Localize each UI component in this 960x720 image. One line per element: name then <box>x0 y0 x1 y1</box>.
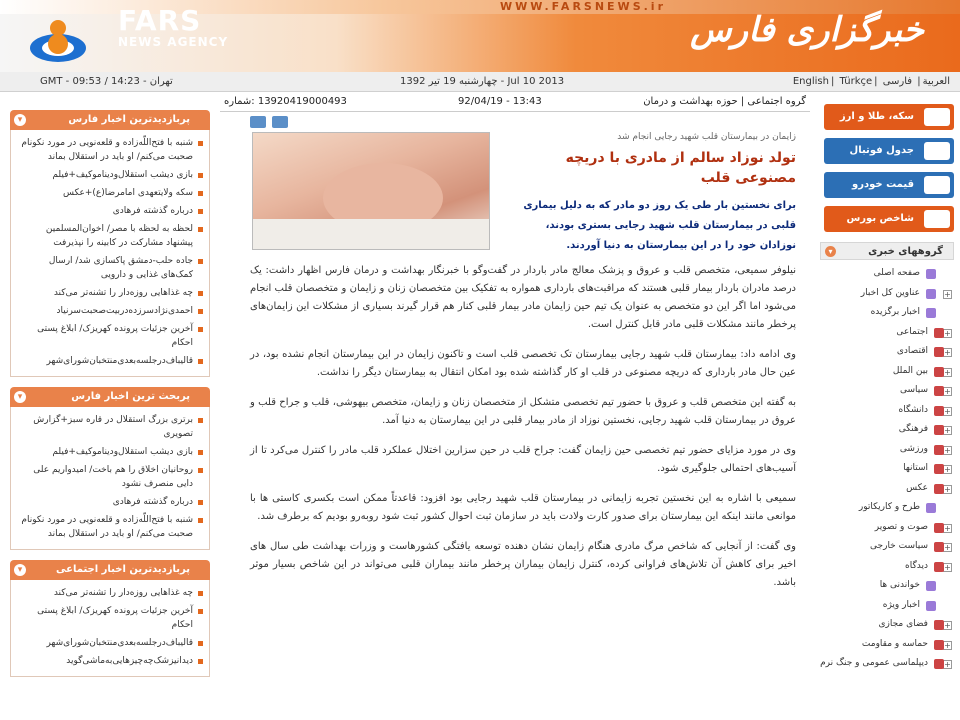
article-time: 92/04/19 - 13:43 <box>458 96 542 107</box>
list-item[interactable]: احمدی‌نژادسرزده‌دربیت‌صحبت‌سرنیاد <box>17 302 203 320</box>
bullet-icon <box>926 308 936 318</box>
expand-icon[interactable]: + <box>944 484 951 494</box>
box-header[interactable] <box>10 110 210 130</box>
bullet-icon <box>934 406 944 416</box>
list-item[interactable]: شنبه با فتح‌اللّه‌زاده و قلعه‌نویی در مورد نکونام صحبت می‌کنم/ او باید در استقلال بماند <box>17 134 203 166</box>
box-header[interactable] <box>10 560 210 580</box>
info-bar <box>0 72 960 92</box>
list-item[interactable]: قالیباف‌درجلسه‌بعدی‌منتخبان‌شورای‌شهر <box>17 352 203 370</box>
expand-icon[interactable]: + <box>944 640 951 650</box>
current-date: چهارشنبه 19 تیر 1392 - Jul 10 2013 <box>400 76 565 87</box>
expand-icon[interactable]: + <box>944 289 951 299</box>
coin-icon <box>924 108 950 126</box>
car-price-button[interactable]: قیمت خودرو <box>824 172 954 198</box>
logo-text[interactable] <box>118 6 228 48</box>
football-table-button[interactable]: جدول فوتبال <box>824 138 954 164</box>
bullet-icon <box>934 640 944 650</box>
chevron-down-icon[interactable]: ▾ <box>825 246 836 257</box>
chevron-down-icon[interactable]: ▾ <box>14 114 26 126</box>
breadcrumb-path[interactable]: گروه اجتماعی | حوزه بهداشت و درمان <box>643 96 806 107</box>
menu-item[interactable]: + فضای مجازی <box>878 619 951 630</box>
expand-icon[interactable]: + <box>944 387 951 396</box>
bullet-icon <box>926 581 936 591</box>
menu-item[interactable]: اخبار برگزیده <box>820 303 954 323</box>
menu-item[interactable]: + سیاسی <box>899 385 951 396</box>
bullet-icon <box>934 425 944 435</box>
box-title: پربازدیدترین اخبار فارس <box>68 114 190 125</box>
breadcrumb <box>220 92 810 112</box>
list-item[interactable]: شنبه با فتح‌اللّه‌زاده و قلعه‌نویی در مورد نکونام صحبت می‌کنم/ او باید در استقلال بماند <box>17 511 203 543</box>
most-discussed-box <box>10 387 210 550</box>
car-icon <box>924 176 950 194</box>
menu-item[interactable]: + صوت و تصویر <box>874 521 951 533</box>
site-url: WWW.FARSNEWS.ir <box>500 0 666 13</box>
menu-item[interactable]: + اجتماعی <box>896 326 951 338</box>
most-viewed-box <box>10 110 210 377</box>
list-item[interactable]: جاده حلب-دمشق پاکسازی شد/ ارسال کمک‌های غذایی و دارویی <box>17 252 203 284</box>
bullet-icon <box>934 523 944 533</box>
expand-icon[interactable]: + <box>944 621 951 630</box>
list-item[interactable]: دیدانیزشک‌چه‌چیزهایی‌به‌ماشی‌گوید <box>17 652 203 670</box>
bullet-icon <box>934 620 944 630</box>
news-groups-menu <box>820 264 954 674</box>
bullet-icon <box>926 601 936 611</box>
box-header[interactable] <box>10 387 210 407</box>
menu-item[interactable]: طرح و کاریکاتور <box>820 498 954 518</box>
bullet-icon <box>934 464 944 474</box>
expand-icon[interactable]: + <box>944 367 951 377</box>
bullet-icon <box>934 328 944 338</box>
list-item[interactable]: بازی دیشب استقلال‌ودیناموکیف+فیلم <box>17 443 203 461</box>
gold-currency-button[interactable]: سکه، طلا و ارز <box>824 104 954 130</box>
expand-icon[interactable]: + <box>944 348 951 357</box>
most-viewed-social-box <box>10 560 210 677</box>
bullet-icon <box>926 269 936 279</box>
lang-persian[interactable]: فارسی <box>882 76 913 87</box>
expand-icon[interactable]: + <box>944 328 951 338</box>
left-sidebar <box>10 110 210 720</box>
expand-icon[interactable]: + <box>944 543 951 552</box>
stock-index-button[interactable]: شاخص بورس <box>824 206 954 232</box>
article-tools <box>250 116 294 131</box>
menu-item[interactable]: اخبار ویژه <box>820 596 954 616</box>
menu-item[interactable]: + عکس <box>906 482 951 494</box>
article-number: 13920419000493 :شماره <box>224 96 347 107</box>
bullet-icon <box>934 367 944 377</box>
bullet-icon <box>926 503 936 513</box>
menu-item[interactable]: + سیاست خارجی <box>870 541 951 552</box>
article-paragraph: نیلوفر سمیعی، متخصص قلب و عروق و پزشک معالج مادر باردار در گفت‌وگو با خبرنگار بهداشت و درمان فارس اظهار داشت: یک درصد مادران باردار بیمار قلبی هستند که مراقبت‌های بارداری همواره به تفکیک بین متخصصان زنان و زایمان و متخصصان قلب انجام می‌شود اما اگر این دو متخصص به عنوان یک تیم حین زایمان مادر بیمار قلبی کنار هم قرار گیرند بسیاری از مشکلات این زایمان‌های پرخطر مانند مشکلات قلبی مادر قابل کنترل است. <box>250 265 796 330</box>
bullet-icon <box>934 347 944 357</box>
site-header <box>0 0 960 72</box>
list-item[interactable]: بازی دیشب استقلال‌ودیناموکیف+فیلم <box>17 166 203 184</box>
menu-item[interactable]: صفحه اصلی <box>820 264 954 284</box>
list-item[interactable]: درباره گذشته فرهادی <box>17 493 203 511</box>
menu-item[interactable]: + عناوین کل اخبار <box>860 287 951 299</box>
brand-persian[interactable]: خبرگزاری فارس <box>690 10 924 50</box>
article-photo <box>252 132 490 250</box>
menu-item[interactable]: خواندنی ها <box>820 576 954 596</box>
article-lead: برای نخستین بار طی یک روز دو مادر که به دلیل بیماری قلبی در بیمارستان قلب شهید رجایی بستری بودند، نوزادان خود را در این بیمارستان به دنیا آوردند. <box>523 200 796 251</box>
expand-icon[interactable]: + <box>944 445 951 455</box>
right-sidebar <box>820 96 954 720</box>
bullet-icon <box>934 659 944 669</box>
list-item[interactable]: آخرین جزئیات پرونده کهریزک/ ابلاغ پستی احکام <box>17 320 203 352</box>
menu-item[interactable]: + دیدگاه <box>905 560 951 572</box>
bullet-icon <box>934 562 944 572</box>
expand-icon[interactable]: + <box>944 406 951 416</box>
list-item[interactable]: چه غذاهایی روزه‌دار را تشنه‌تر می‌کند <box>17 284 203 302</box>
bullet-icon <box>934 386 944 396</box>
menu-item[interactable]: + حماسه و مقاومت <box>861 638 951 650</box>
expand-icon[interactable]: + <box>944 660 951 669</box>
article-header <box>506 130 796 256</box>
news-groups-header[interactable]: ▾ گروههای خبری <box>820 242 954 260</box>
expand-icon[interactable]: + <box>944 465 951 474</box>
expand-icon[interactable]: + <box>944 562 951 572</box>
bullet-icon <box>934 445 944 455</box>
logo-subtitle: NEWS AGENCY <box>118 35 229 49</box>
list-item[interactable]: سکه ولایتعهدی امامرضا(ع)+عکس <box>17 184 203 202</box>
menu-item[interactable]: + بین الملل <box>892 365 951 377</box>
logo-title: FARS <box>118 4 202 37</box>
article-paragraph: وی در مورد مزایای حضور تیم تخصصی حین زایمان گفت: جراح قلب در حین سزارین اختلال عملکرد قلب مادر را کنترل می‌کرد تا از آسیب‌های احتمالی جلوگیری شود. <box>250 445 796 474</box>
menu-item[interactable]: + دیپلماسی عمومی و جنگ نرم <box>820 658 951 669</box>
list-item[interactable]: لحظه به لحظه با مصر/ اخوان‌المسلمین پیشنهاد مشارکت در کابینه را نپذیرفت <box>17 220 203 252</box>
list-item[interactable]: برتری بزرگ استقلال در قاره سبز+گزارش تصویری <box>17 411 203 443</box>
world-times: GMT - 09:53 / تهران - 14:23 <box>40 76 173 87</box>
list-item[interactable]: قالیباف‌درجلسه‌بعدی‌منتخبان‌شورای‌شهر <box>17 634 203 652</box>
chart-icon <box>924 210 950 228</box>
menu-item[interactable]: + دانشگاه <box>898 404 951 416</box>
bullet-icon <box>926 289 936 299</box>
print-icon[interactable] <box>272 116 288 128</box>
fars-logo-icon[interactable] <box>28 14 88 66</box>
bullet-icon <box>934 542 944 552</box>
box-title: پربحث ترین اخبار فارس <box>71 391 190 402</box>
article-main <box>220 92 810 720</box>
expand-icon[interactable]: + <box>944 523 951 533</box>
list-item[interactable]: روحانیان اخلاق را هم باخت/ امیدواریم علی دایی منصرف نشود <box>17 461 203 493</box>
article-paragraph: به گفته این متخصص قلب و عروق با حضور تیم تخصصی متشکل از متخصصان زنان و زایمان، متخصص بیهوشی، قلب و جراح قلب و عروق در بیمارستان قلب شهید رجایی، نخستین نوزاد از مادر بیمار قلبی در این بیمارستان به دنیا آمد. <box>250 397 796 426</box>
box-title: پربازدیدترین اخبار اجتماعی <box>56 564 190 575</box>
list-item[interactable]: آخرین جزئیات پرونده کهریزک/ ابلاغ پستی احکام <box>17 602 203 634</box>
menu-item[interactable]: + اقتصادی <box>896 346 951 357</box>
expand-icon[interactable]: + <box>944 426 951 435</box>
chevron-down-icon[interactable]: ▾ <box>14 564 26 576</box>
list-item[interactable]: درباره گذشته فرهادی <box>17 202 203 220</box>
menu-item[interactable]: + فرهنگی <box>898 424 951 435</box>
article-paragraph: وی گفت: از آنجایی که شاخص مرگ مادری هنگام زایمان نشان دهنده توسعه یافتگی کشورهاست و وزرات بهداشت طی سال های اخیر برای کاهش آن تلاش‌های فراوانی کرده، کنترل زایمان بیماران پرخطر مانند بیماران قلبی می‌تواند در این شاخص بسیار موثر باشد. <box>250 541 796 588</box>
chevron-down-icon[interactable]: ▾ <box>14 391 26 403</box>
football-icon <box>924 142 950 160</box>
lang-arabic[interactable]: العربية <box>922 76 950 87</box>
article-paragraph: وی ادامه داد: بیمارستان قلب شهید رجایی بیمارستان تک تخصصی قلب است و تاکنون زایمان در این بیمارستان انجام نشده بود، در عین حال مادر بارداری که دریچه مصنوعی در قلب او کار گذاشته شده بود امکان انتقال به بیمارستان دیگر را نداشت. <box>250 349 796 378</box>
menu-item[interactable]: + استانها <box>903 463 951 474</box>
menu-item[interactable]: + ورزشی <box>899 443 951 455</box>
lang-turkish[interactable]: Türkçe <box>839 76 873 87</box>
lang-english[interactable]: English <box>792 76 829 87</box>
article-kicker: زایمان در بیمارستان قلب شهید رجایی انجام شد <box>617 132 796 142</box>
email-icon[interactable] <box>250 116 266 128</box>
article-title: تولد نوزاد سالم از مادری با دریچه مصنوعی قلب <box>565 150 796 186</box>
list-item[interactable]: چه غذاهایی روزه‌دار را تشنه‌تر می‌کند <box>17 584 203 602</box>
article-body <box>250 262 796 604</box>
article-paragraph: سمیعی با اشاره به این نخستین تجربه زایمانی در بیمارستان قلب شهید رجایی بود افزود: قاعدتاً ممکن است بکسری کاستی ها با موانعی مانند اینکه این بیمارستان برای صدور کارت ولادت باید در سازمان ثبت احوال کشور ثبت شود روبه‌رو بودیم که برطرف شد. <box>250 493 796 522</box>
language-switcher: English | Türkçe | العربية| فارسی <box>792 76 950 87</box>
bullet-icon <box>934 484 944 494</box>
